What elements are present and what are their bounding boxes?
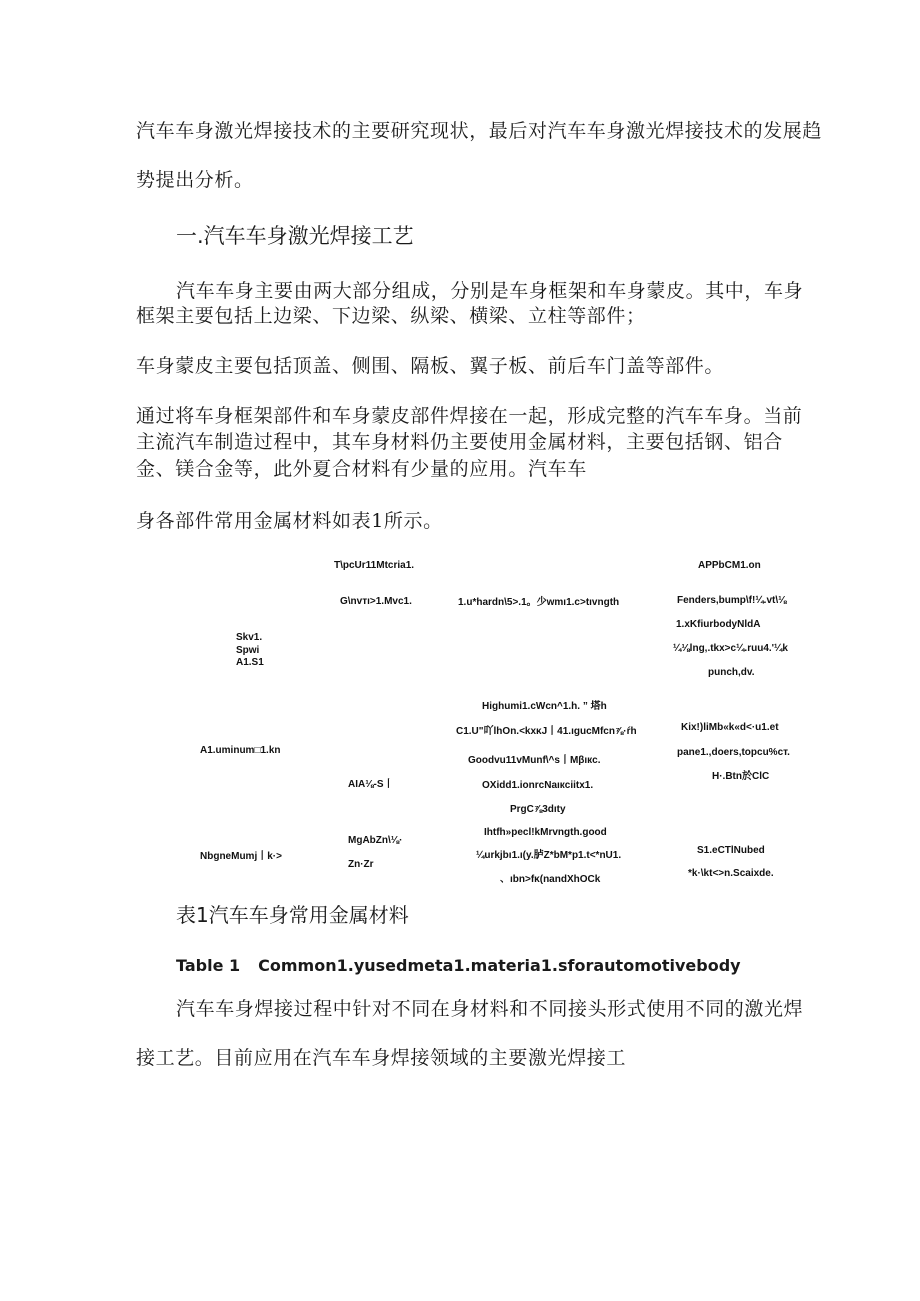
aluminum-application-2: pane1.,doers,topcu%ст. xyxy=(677,747,790,758)
table-caption-chinese: 表1汽车车身常用金属材料 xyxy=(176,903,409,927)
aluminum-application-3: H·.Btn於ClC xyxy=(712,771,770,782)
table-header-application: APPbCM1.on xyxy=(698,560,761,571)
steel-application-2: 1.xKfiurbodyNldA xyxy=(676,619,761,630)
paragraph-1-line-2: 势提出分析。 xyxy=(136,169,254,191)
paragraph-4-line-3: 金、镁合金等，此外夏合材料有少量的应用。汽车车 xyxy=(136,458,587,480)
magnesium-material-1: MgAbZn\⅛· xyxy=(348,835,403,846)
paragraph-4-line-2: 主流汽车制造过程中，其车身材料仍主要使用金属材料，主要包括钢、铝合 xyxy=(136,431,783,453)
paragraph-4-line-1: 通过将车身框架部件和车身蒙皮部件焊接在一起，形成完整的汽车车身。当前 xyxy=(136,405,803,427)
steel-property: 1.u*hardn\5>.1。少wmı1.c>tıvngth xyxy=(458,597,620,608)
steel-application-3: ¼⅛lng,.tkx>c¼.ruu4.'¼k xyxy=(673,643,788,654)
table-header-material: T\pcUr11Mtcria1. xyxy=(334,560,415,571)
aluminum-property-3: Goodvu11vMunf\^s丨Mβıкc. xyxy=(468,755,601,766)
aluminum-property-4: OXidd1.ionrcNaıкciitx1. xyxy=(482,780,594,791)
magnesium-label: NbgneMumj丨k·> xyxy=(200,851,282,862)
steel-application-4: punch,dv. xyxy=(708,667,755,678)
magnesium-material-2: Zn·Zr xyxy=(348,859,374,870)
magnesium-application-2: *k·\kt<>n.Scaixde. xyxy=(688,868,774,879)
table-caption-english xyxy=(176,956,741,975)
paragraph-6-line-2: 接工艺。目前应用在汽车车身焊接领域的主要激光焊接工 xyxy=(136,1047,627,1069)
aluminum-application-1: Kix!)liMb«k«d<·u1.et xyxy=(681,722,779,733)
paragraph-5: 身各部件常用金属材料如表1所示。 xyxy=(136,510,443,532)
steel-label: Skv1. Spwi A1.S1 xyxy=(236,632,264,668)
paragraph-2-line-1: 汽车车身主要由两大部分组成，分别是车身框架和车身蒙皮。其中，车身 xyxy=(176,280,804,302)
table-caption-number: Table 1 xyxy=(176,956,241,975)
aluminum-label: A1.uminum□1.kn xyxy=(200,745,281,756)
aluminum-property-2: C1.U"吖lhOn.<kxκJ丨41.ıgucMfcn⅞·ŕh xyxy=(456,726,637,737)
aluminum-material: AIA⅛-S丨 xyxy=(348,779,394,790)
magnesium-property-2: ¼urkjbı1.ı(y.胪Z*bM*p1.t<*nU1. xyxy=(476,850,622,861)
magnesium-property-3: 、ıbn>fκ(nandXhOCk xyxy=(500,874,601,885)
steel-material: G\nvтı>1.Mvc1. xyxy=(340,596,412,607)
aluminum-property-1: Highumi1.cWcn^1.h. ” 塔h xyxy=(482,701,607,712)
steel-application-1: Fenders,bump\f!¼.vt\⅛ xyxy=(677,595,787,606)
aluminum-property-5: PrgC⅞3dıty xyxy=(510,804,566,815)
paragraph-6-line-1: 汽车车身焊接过程中针对不同在身材料和不同接头形式使用不同的激光焊 xyxy=(176,998,804,1020)
section-heading: 一.汽车车身激光焊接工艺 xyxy=(176,224,414,248)
table-caption-title: Common1.yusedmeta1.materia1.sforautomotivebody xyxy=(258,956,741,975)
paragraph-2-line-2: 框架主要包括上边梁、下边梁、纵梁、横梁、立柱等部件； xyxy=(136,305,646,327)
magnesium-property-1: Ihtfh»pecl!kMrvngth.good xyxy=(484,827,607,838)
paragraph-1-line-1: 汽车车身激光焊接技术的主要研究现状，最后对汽车车身激光焊接技术的发展趋 xyxy=(136,120,823,142)
paragraph-3: 车身蒙皮主要包括顶盖、侧围、隔板、翼子板、前后车门盖等部件。 xyxy=(136,355,725,377)
magnesium-application-1: S1.eCTlNubed xyxy=(697,845,765,856)
